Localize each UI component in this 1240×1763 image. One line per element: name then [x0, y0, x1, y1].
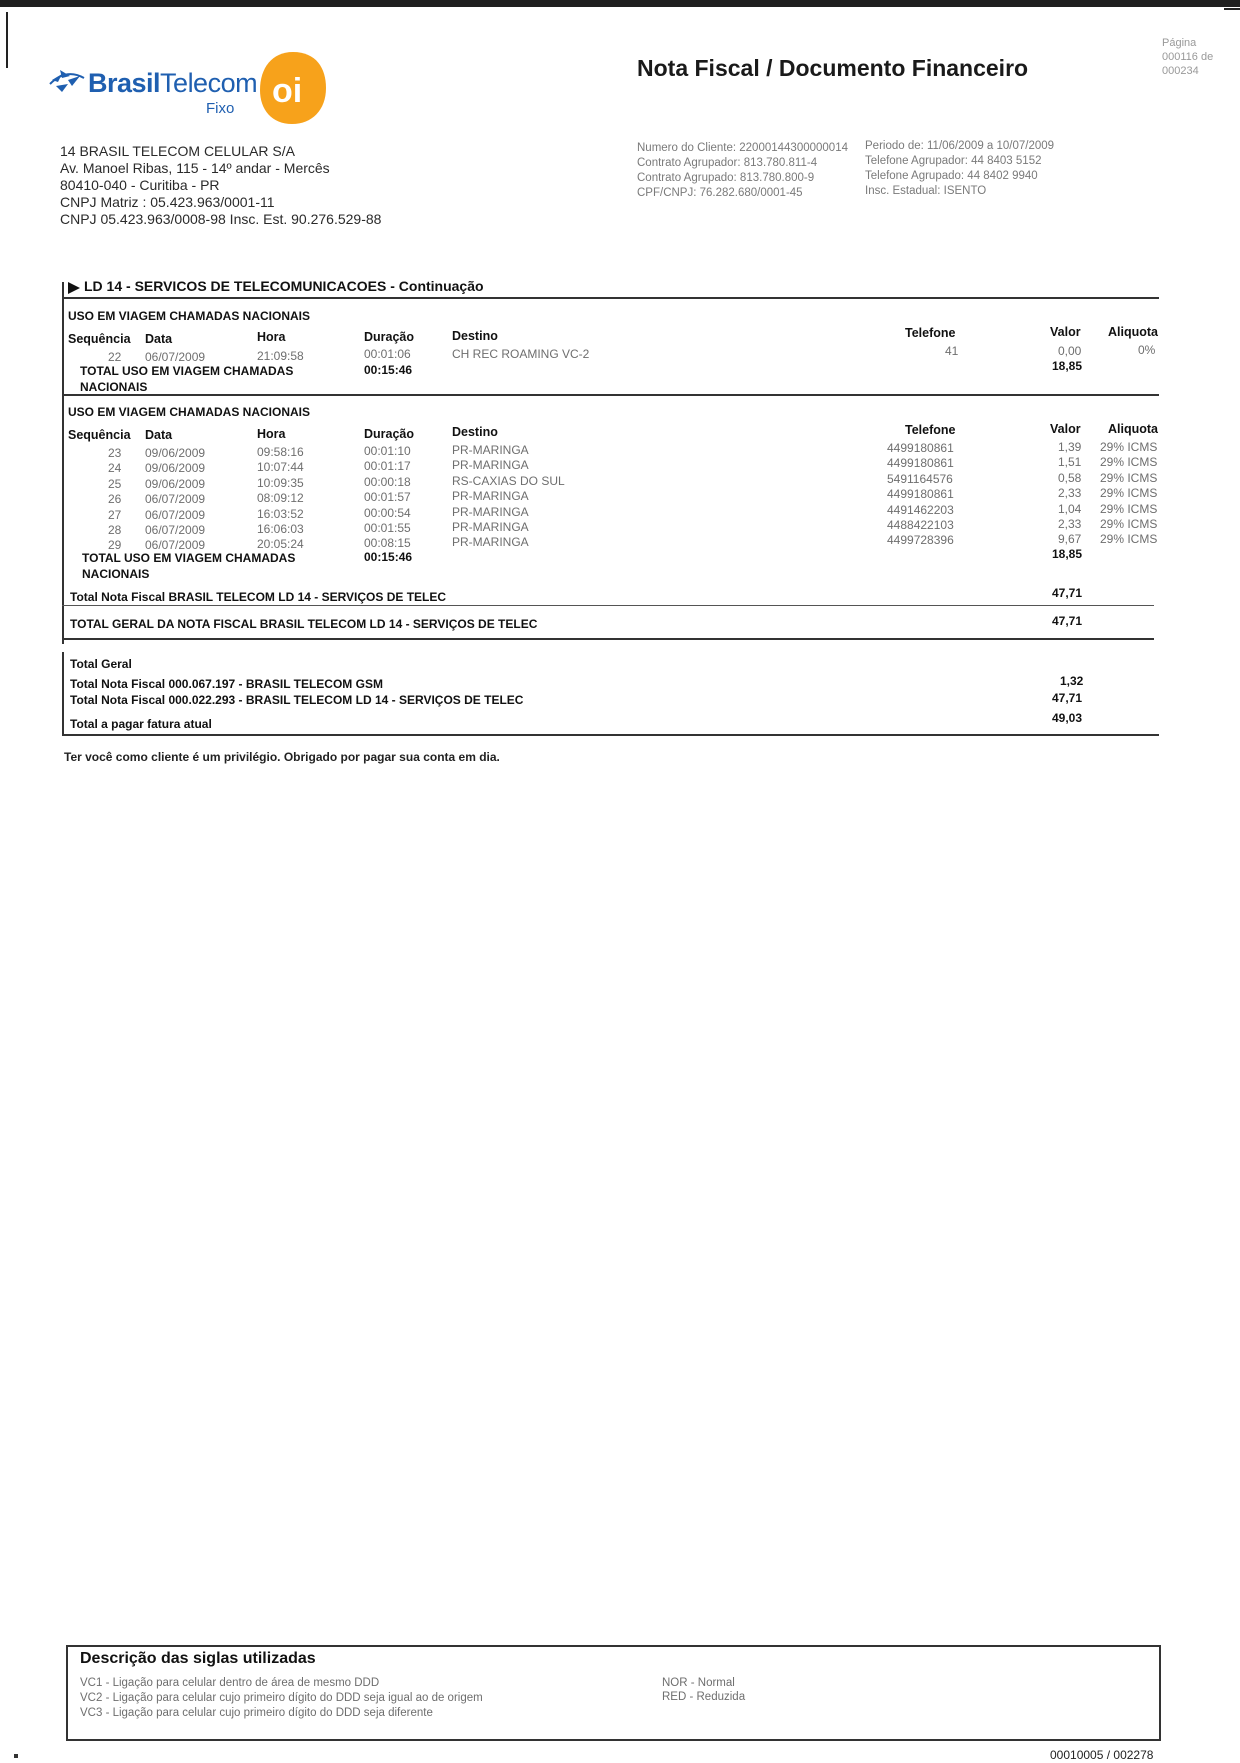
oi-logo-text: oi — [272, 72, 303, 110]
col-header-telefone: Telefone — [905, 326, 956, 340]
client-info-line: Contrato Agrupado: 813.780.800-9 — [637, 172, 815, 184]
legend-item: VC3 - Ligação para celular cujo primeiro dígito do DDD seja diferente — [80, 1707, 433, 1719]
period-info-line: Telefone Agrupado: 44 8402 9940 — [865, 170, 1038, 182]
page-counter — [1162, 36, 1234, 78]
cell-seq: 24 — [108, 461, 122, 476]
cell-valor: 0,00 — [1058, 344, 1082, 358]
col-header-duracao: Duração — [364, 427, 415, 441]
cell-duracao: 00:00:54 — [364, 505, 411, 520]
thanks-message: Ter você como cliente é um privilégio. Obrigado por pagar sua conta em dia. — [64, 750, 500, 764]
frame-left-line — [62, 652, 64, 736]
cell-hora: 20:05:24 — [257, 537, 304, 552]
col-header-destino: Destino — [452, 329, 498, 343]
block-total-duracao: 00:15:46 — [364, 550, 413, 564]
cell-valor: 0,58 — [1058, 470, 1082, 485]
col-header-data: Data — [145, 428, 173, 442]
period-info-line: Periodo de: 11/06/2009 a 10/07/2009 — [865, 140, 1055, 152]
cell-data: 06/07/2009 — [145, 507, 206, 522]
geral-total-label: TOTAL GERAL DA NOTA FISCAL BRASIL TELECOM LD 14 - SERVIÇOS DE TELEC — [70, 617, 538, 631]
company-line: CNPJ 05.423.963/0008-98 Insc. Est. 90.276.529-88 — [60, 211, 382, 227]
nota-total-valor: 47,71 — [1052, 586, 1083, 600]
oi-logo — [258, 50, 328, 126]
cell-telefone: 4499180861 — [887, 487, 954, 502]
company-line: Av. Manoel Ribas, 115 - 14º andar - Mercês — [60, 160, 330, 176]
cell-duracao: 00:08:15 — [364, 536, 411, 551]
cell-destino: PR-MARINGA — [452, 458, 529, 473]
cell-telefone: 4499180861 — [887, 456, 954, 471]
cell-destino: RS-CAXIAS DO SUL — [452, 473, 565, 488]
block-total-valor: 18,85 — [1052, 359, 1083, 373]
frame-left-line — [62, 282, 64, 644]
col-header-duracao: Duração — [364, 330, 415, 344]
total-geral-line1-label: Total Nota Fiscal 000.067.197 - BRASIL TELECOM GSM — [70, 677, 383, 691]
col-header-valor: Valor — [1050, 325, 1081, 339]
client-info-line: Contrato Agrupador: 813.780.811-4 — [637, 157, 818, 169]
cell-hora: 09:58:16 — [257, 445, 304, 459]
col-header-aliquota: Aliquota — [1108, 422, 1158, 436]
cell-aliquota: 29% ICMS — [1100, 470, 1158, 485]
cell-data: 09/06/2009 — [145, 461, 206, 476]
cell-telefone: 4499728396 — [887, 533, 954, 548]
section-title: LD 14 - SERVICOS DE TELECOMUNICACOES - Continuação — [84, 278, 484, 294]
total-pagar-label: Total a pagar fatura atual — [70, 717, 212, 731]
cell-hora: 10:07:44 — [257, 460, 304, 475]
cell-valor: 1,51 — [1058, 455, 1082, 470]
block-total-label-line: NACIONAIS — [80, 380, 148, 394]
cell-destino: CH REC ROAMING VC-2 — [452, 347, 590, 361]
legend-item: RED - Reduzida — [662, 1691, 746, 1703]
cell-hora: 21:09:58 — [257, 349, 304, 363]
legend-title: Descrição das siglas utilizadas — [80, 1650, 316, 1667]
col-header-hora: Hora — [257, 330, 286, 344]
total-geral-line2-label: Total Nota Fiscal 000.022.293 - BRASIL TELECOM LD 14 - SERVIÇOS DE TELEC — [70, 693, 524, 707]
cell-valor: 9,67 — [1058, 532, 1082, 547]
cell-aliquota: 29% ICMS — [1100, 486, 1158, 501]
nota-total-label: Total Nota Fiscal BRASIL TELECOM LD 14 - SERVIÇOS DE TELEC — [70, 590, 447, 604]
cell-seq: 22 — [108, 350, 122, 364]
divider-line — [62, 605, 1154, 606]
cell-destino: PR-MARINGA — [452, 535, 529, 550]
col-header-seq: Sequência — [68, 428, 131, 442]
cell-duracao: 00:01:57 — [364, 490, 411, 505]
company-line: CNPJ Matriz : 05.423.963/0001-11 — [60, 194, 275, 210]
document-title: Nota Fiscal / Documento Financeiro — [637, 55, 1029, 81]
cell-valor: 2,33 — [1058, 517, 1082, 531]
cell-seq: 28 — [108, 523, 122, 537]
brand-subtitle: Fixo — [206, 100, 235, 117]
cell-destino: PR-MARINGA — [452, 443, 529, 457]
period-info-line: Insc. Estadual: ISENTO — [865, 185, 987, 197]
company-line: 14 BRASIL TELECOM CELULAR S/A — [60, 143, 295, 159]
margin-mark — [1224, 8, 1240, 10]
cell-valor: 2,33 — [1058, 486, 1082, 501]
triangle-right-icon — [68, 282, 80, 294]
period-info-line: Telefone Agrupador: 44 8403 5152 — [865, 155, 1042, 167]
cell-aliquota: 29% ICMS — [1100, 440, 1158, 454]
company-line: 80410-040 - Curitiba - PR — [60, 177, 220, 193]
total-geral-title: Total Geral — [70, 657, 132, 671]
total-pagar-valor: 49,03 — [1052, 711, 1083, 725]
block-total-label — [80, 363, 293, 395]
company-address — [60, 143, 381, 228]
block-total-label — [82, 550, 295, 582]
cell-duracao: 00:01:06 — [364, 347, 411, 361]
cell-data: 06/07/2009 — [145, 350, 206, 364]
client-info-line: CPF/CNPJ: 76.282.680/0001-45 — [637, 187, 803, 199]
cell-hora: 08:09:12 — [257, 491, 304, 506]
cell-telefone: 41 — [945, 344, 959, 358]
client-info — [637, 141, 848, 201]
period-info — [865, 139, 1054, 199]
divider-line — [62, 734, 1159, 736]
cell-telefone: 4491462203 — [887, 502, 954, 517]
cell-valor: 1,04 — [1058, 501, 1082, 516]
cell-duracao: 00:01:55 — [364, 521, 411, 535]
col-header-telefone: Telefone — [905, 423, 956, 437]
cell-data: 09/06/2009 — [145, 446, 206, 460]
margin-mark — [14, 1754, 18, 1758]
legend-item: NOR - Normal — [662, 1677, 735, 1689]
divider-line — [62, 638, 1154, 640]
col-header-valor: Valor — [1050, 422, 1081, 436]
cell-telefone: 5491164576 — [887, 471, 953, 486]
cell-seq: 29 — [108, 538, 122, 553]
cell-destino: PR-MARINGA — [452, 504, 529, 519]
brand-name: BrasilTelecom — [88, 68, 258, 98]
cell-destino: PR-MARINGA — [452, 489, 529, 504]
total-geral-line1-valor: 1,32 — [1060, 674, 1084, 688]
cell-telefone: 4499180861 — [887, 441, 954, 455]
block-title: USO EM VIAGEM CHAMADAS NACIONAIS — [68, 309, 311, 323]
cell-data: 06/07/2009 — [145, 538, 206, 553]
col-header-seq: Sequência — [68, 332, 131, 346]
divider-line — [62, 297, 1159, 299]
cell-aliquota: 29% ICMS — [1100, 532, 1158, 547]
block-total-valor: 18,85 — [1052, 547, 1083, 561]
margin-mark — [6, 12, 8, 68]
document-code: 00010005 / 002278 — [1050, 1748, 1154, 1762]
total-geral-line2-valor: 47,71 — [1052, 691, 1083, 705]
legend-item: VC2 - Ligação para celular cujo primeiro dígito do DDD seja igual ao de origem — [80, 1692, 483, 1704]
cell-duracao: 00:01:10 — [364, 444, 411, 458]
cell-seq: 23 — [108, 446, 122, 460]
cell-aliquota: 29% ICMS — [1100, 455, 1158, 470]
page-counter-line: Página — [1162, 37, 1197, 49]
cell-aliquota: 29% ICMS — [1100, 517, 1158, 531]
cell-destino: PR-MARINGA — [452, 520, 529, 534]
cell-data: 09/06/2009 — [145, 476, 206, 491]
cell-data: 06/07/2009 — [145, 523, 206, 537]
client-info-line: Numero do Cliente: 22000144300000014 — [637, 142, 848, 154]
block-title: USO EM VIAGEM CHAMADAS NACIONAIS — [68, 405, 311, 419]
cell-telefone: 4488422103 — [887, 518, 954, 532]
col-header-destino: Destino — [452, 425, 498, 439]
block-total-label-line: NACIONAIS — [82, 567, 150, 581]
page-counter-line: 000234 — [1162, 65, 1199, 77]
cell-hora: 10:09:35 — [257, 475, 304, 490]
block-total-label-line: TOTAL USO EM VIAGEM CHAMADAS — [82, 551, 296, 565]
legend-item: VC1 - Ligação para celular dentro de área de mesmo DDD — [80, 1677, 380, 1689]
page-counter-line: 000116 de — [1162, 51, 1214, 63]
cell-seq: 27 — [108, 507, 122, 522]
cell-seq: 26 — [108, 492, 122, 507]
cell-valor: 1,39 — [1058, 440, 1082, 454]
cell-aliquota: 29% ICMS — [1100, 501, 1158, 516]
cell-data: 06/07/2009 — [145, 492, 206, 507]
brasil-telecom-logo-icon — [48, 66, 86, 96]
cell-seq: 25 — [108, 476, 122, 491]
block-total-duracao: 00:15:46 — [364, 363, 413, 377]
top-border — [0, 0, 1240, 7]
col-header-aliquota: Aliquota — [1108, 325, 1158, 339]
cell-duracao: 00:00:18 — [364, 474, 411, 489]
cell-duracao: 00:01:17 — [364, 459, 411, 474]
geral-total-valor: 47,71 — [1052, 614, 1083, 628]
block-total-label-line: TOTAL USO EM VIAGEM CHAMADAS — [80, 364, 294, 378]
cell-hora: 16:03:52 — [257, 506, 304, 521]
cell-aliquota: 0% — [1138, 343, 1156, 357]
cell-hora: 16:06:03 — [257, 522, 304, 536]
col-header-hora: Hora — [257, 427, 286, 441]
col-header-data: Data — [145, 332, 173, 346]
